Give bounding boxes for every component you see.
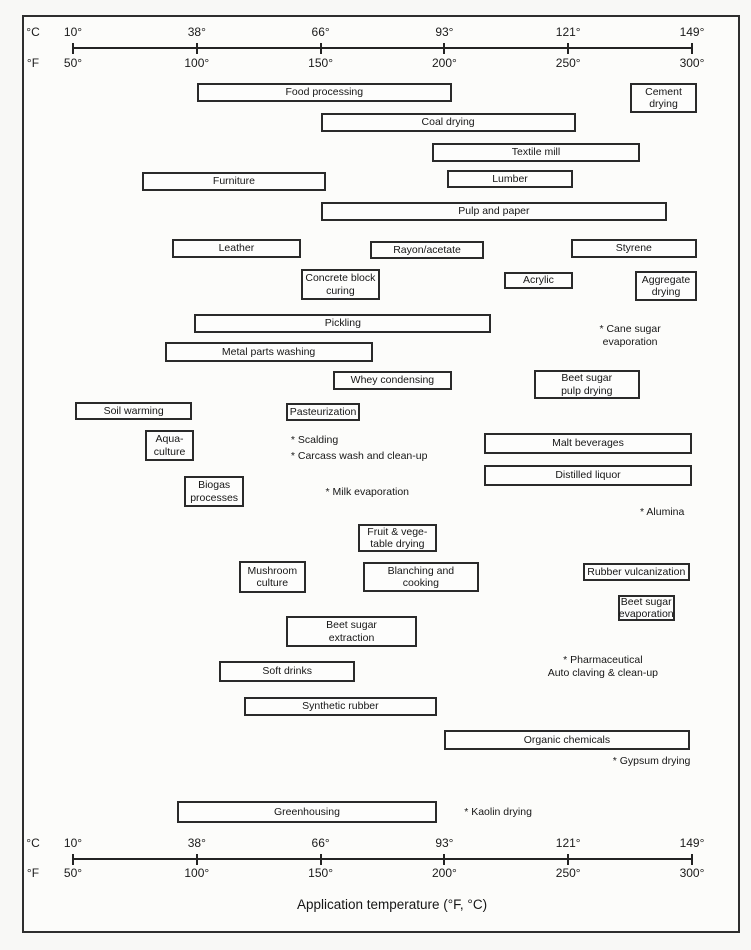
process-box-label: Blanching and <box>387 564 455 577</box>
process-box-label: Rayon/acetate <box>393 243 461 256</box>
process-box-label: Soil warming <box>103 404 164 417</box>
process-box-label: Leather <box>218 242 255 255</box>
process-box-label: Beet sugar <box>620 595 672 608</box>
annotation-line: * Kaolin drying <box>464 806 532 818</box>
process-box-label: curing <box>326 284 355 297</box>
process-box-label: Acrylic <box>523 274 554 287</box>
process-box-label: Styrene <box>615 242 652 255</box>
process-box-label: Lumber <box>492 172 528 185</box>
annotation-scalding <box>291 434 338 447</box>
fahrenheit-tick-label: 200° <box>431 56 457 70</box>
process-box-label: Beet sugar <box>561 372 613 385</box>
process-box-label: Biogas <box>198 479 231 492</box>
fahrenheit-tick-label: 50° <box>63 56 83 70</box>
annotation-pharmaceutical-auto-claving-clean-up <box>548 654 658 680</box>
process-box-label: Pulp and paper <box>458 205 530 218</box>
process-box-label: table drying <box>370 538 425 550</box>
fahrenheit-tick-label: 250° <box>555 56 581 70</box>
process-box-label: Aggregate <box>641 273 691 286</box>
annotation-alumina <box>640 506 684 519</box>
process-box-label: Food processing <box>285 86 364 99</box>
process-box-label: Cement <box>645 85 682 98</box>
annotation-milk-evaporation <box>326 486 409 499</box>
process-box-label: extraction <box>328 631 375 644</box>
process-box-label: drying <box>651 286 681 298</box>
celsius-tick-label: 149° <box>679 25 705 39</box>
annotation-line: * Cane sugar <box>599 323 661 335</box>
annotation-line: evaporation <box>602 336 658 348</box>
fahrenheit-tick-label: 200° <box>431 866 457 880</box>
annotation-carcass-wash-and-clean-up <box>291 450 428 463</box>
process-box-label: processes <box>190 491 239 504</box>
fahrenheit-unit-label: °F <box>26 56 40 70</box>
process-box-label: pulp drying <box>561 384 613 397</box>
process-box-label: Rubber vulcanization <box>587 565 686 578</box>
fahrenheit-tick-label: 50° <box>63 866 83 880</box>
annotation-line: * Scalding <box>290 434 339 446</box>
annotation-gypsum-drying <box>613 755 691 768</box>
process-box-label: Synthetic rubber <box>302 700 379 713</box>
fahrenheit-tick-label: 250° <box>555 866 581 880</box>
fahrenheit-tick-label: 300° <box>679 56 705 70</box>
celsius-tick-label: 66° <box>311 25 330 39</box>
axis-title: Application temperature (°F, °C) <box>296 897 488 912</box>
process-box-label: Aqua- <box>155 433 184 446</box>
process-box-label: Textile mill <box>511 146 561 159</box>
process-box-label: culture <box>256 577 289 589</box>
process-box-label: Concrete block <box>305 272 376 285</box>
fahrenheit-tick-label: 150° <box>308 56 333 70</box>
process-box-label: Beet sugar <box>326 619 377 632</box>
celsius-tick-label: 10° <box>63 25 83 39</box>
process-box-label: Pasteurization <box>289 405 357 418</box>
annotation-line: Auto claving & clean-up <box>547 667 659 679</box>
process-box-label: Greenhousing <box>273 805 340 818</box>
process-box-label: Pickling <box>324 317 361 330</box>
celsius-tick-label: 149° <box>679 836 705 850</box>
fahrenheit-tick-label: 300° <box>679 866 705 880</box>
process-box-label: Coal drying <box>421 116 475 129</box>
celsius-tick-label: 10° <box>63 836 83 850</box>
celsius-tick-label: 38° <box>187 836 206 850</box>
celsius-tick-label: 93° <box>435 25 454 39</box>
process-box-label: Whey condensing <box>350 374 435 387</box>
annotation-line: * Pharmaceutical <box>563 654 643 666</box>
process-box-label: Fruit & vege- <box>367 525 428 538</box>
celsius-tick-label: 66° <box>311 836 330 850</box>
fahrenheit-tick-label: 100° <box>184 866 210 880</box>
process-box-label: Organic chemicals <box>523 733 611 746</box>
process-box-label: culture <box>153 445 186 458</box>
process-box-label: Malt beverages <box>552 437 624 450</box>
celsius-tick-label: 121° <box>555 25 581 39</box>
annotation-line: * Alumina <box>640 506 685 518</box>
celsius-unit-label: °C <box>26 836 40 850</box>
process-box-label: Mushroom <box>247 564 298 577</box>
process-box-label: Soft drinks <box>262 665 312 678</box>
process-box-label: Furniture <box>212 175 255 188</box>
annotation-cane-sugar-evaporation <box>599 323 660 349</box>
celsius-unit-label: °C <box>26 25 40 39</box>
fahrenheit-unit-label: °F <box>26 866 40 880</box>
celsius-tick-label: 93° <box>435 836 454 850</box>
process-box-label: Distilled liquor <box>555 469 621 482</box>
annotation-line: * Milk evaporation <box>325 486 410 498</box>
fahrenheit-tick-label: 150° <box>308 866 333 880</box>
fahrenheit-tick-label: 100° <box>184 56 210 70</box>
process-box-label: Metal parts washing <box>221 345 316 358</box>
celsius-tick-label: 121° <box>555 836 581 850</box>
annotation-line: * Carcass wash and clean-up <box>290 450 428 462</box>
process-box-label: drying <box>649 98 678 110</box>
process-box-label: evaporation <box>618 608 674 620</box>
process-box-label: cooking <box>402 577 439 589</box>
celsius-tick-label: 38° <box>187 25 206 39</box>
annotation-kaolin-drying <box>464 806 532 819</box>
annotation-line: * Gypsum drying <box>612 755 691 767</box>
